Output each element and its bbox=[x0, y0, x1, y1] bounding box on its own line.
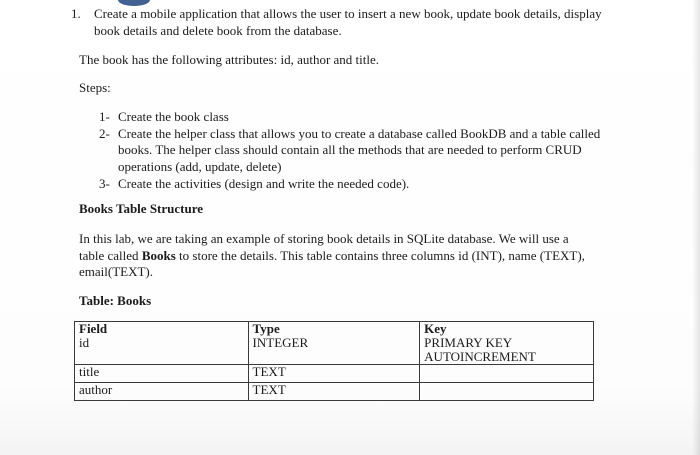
column-header-field: Field bbox=[79, 321, 108, 336]
books-table bbox=[74, 321, 594, 401]
type-value: TEXT bbox=[248, 365, 420, 383]
attributes-text: The book has the following attributes: id, author and title. bbox=[79, 52, 380, 67]
page-edge-shadow bbox=[692, 0, 700, 455]
column-header-type: Type bbox=[252, 321, 280, 336]
key-value: AUTOINCREMENT bbox=[424, 349, 536, 364]
lab-paragraph-line-3: email(TEXT). bbox=[79, 264, 153, 279]
step-text: books. The helper class should contain all the methods that are needed to perform CRUD bbox=[118, 142, 582, 157]
books-table-name: Books bbox=[141, 248, 176, 263]
table-cell bbox=[248, 322, 420, 365]
table-caption: Table: Books bbox=[79, 293, 152, 308]
step-number: 1- bbox=[99, 109, 110, 124]
key-value bbox=[420, 383, 594, 401]
lab-paragraph-text: to store the details. This table contains three columns id (INT), name (TEXT), bbox=[175, 248, 585, 263]
step-text: Create the helper class that allows you to create a database called BookDB and a table called bbox=[118, 126, 601, 141]
lab-paragraph-text: table called bbox=[79, 248, 142, 263]
table-row bbox=[75, 322, 594, 365]
structure-heading: Books Table Structure bbox=[79, 201, 204, 216]
field-value: author bbox=[75, 383, 249, 401]
key-value: PRIMARY KEY bbox=[424, 335, 513, 350]
steps-label: Steps: bbox=[79, 80, 111, 95]
step-text: Create the book class bbox=[118, 109, 229, 124]
table-cell bbox=[420, 322, 594, 365]
question-line-1: Create a mobile application that allows the user to insert a new book, update book details, display bbox=[94, 6, 602, 21]
column-header-key: Key bbox=[424, 321, 447, 336]
field-value: id bbox=[79, 335, 90, 350]
table-cell bbox=[75, 322, 249, 365]
table-row bbox=[75, 365, 594, 383]
step-number: 3- bbox=[99, 176, 110, 191]
step-number: 2- bbox=[99, 126, 110, 141]
question-number: 1. bbox=[71, 6, 81, 21]
lab-paragraph-line-2 bbox=[79, 248, 585, 264]
type-value: INTEGER bbox=[252, 335, 309, 350]
type-value: TEXT bbox=[248, 383, 420, 401]
step-text: operations (add, update, delete) bbox=[118, 159, 282, 174]
lab-paragraph-line-1: In this lab, we are taking an example of storing book details in SQLite database. We will use a bbox=[79, 231, 569, 246]
table-row bbox=[75, 383, 594, 401]
key-value bbox=[420, 365, 594, 383]
field-value: title bbox=[75, 365, 249, 383]
question-line-2: book details and delete book from the database. bbox=[94, 23, 342, 38]
step-text: Create the activities (design and write the needed code). bbox=[118, 176, 410, 191]
